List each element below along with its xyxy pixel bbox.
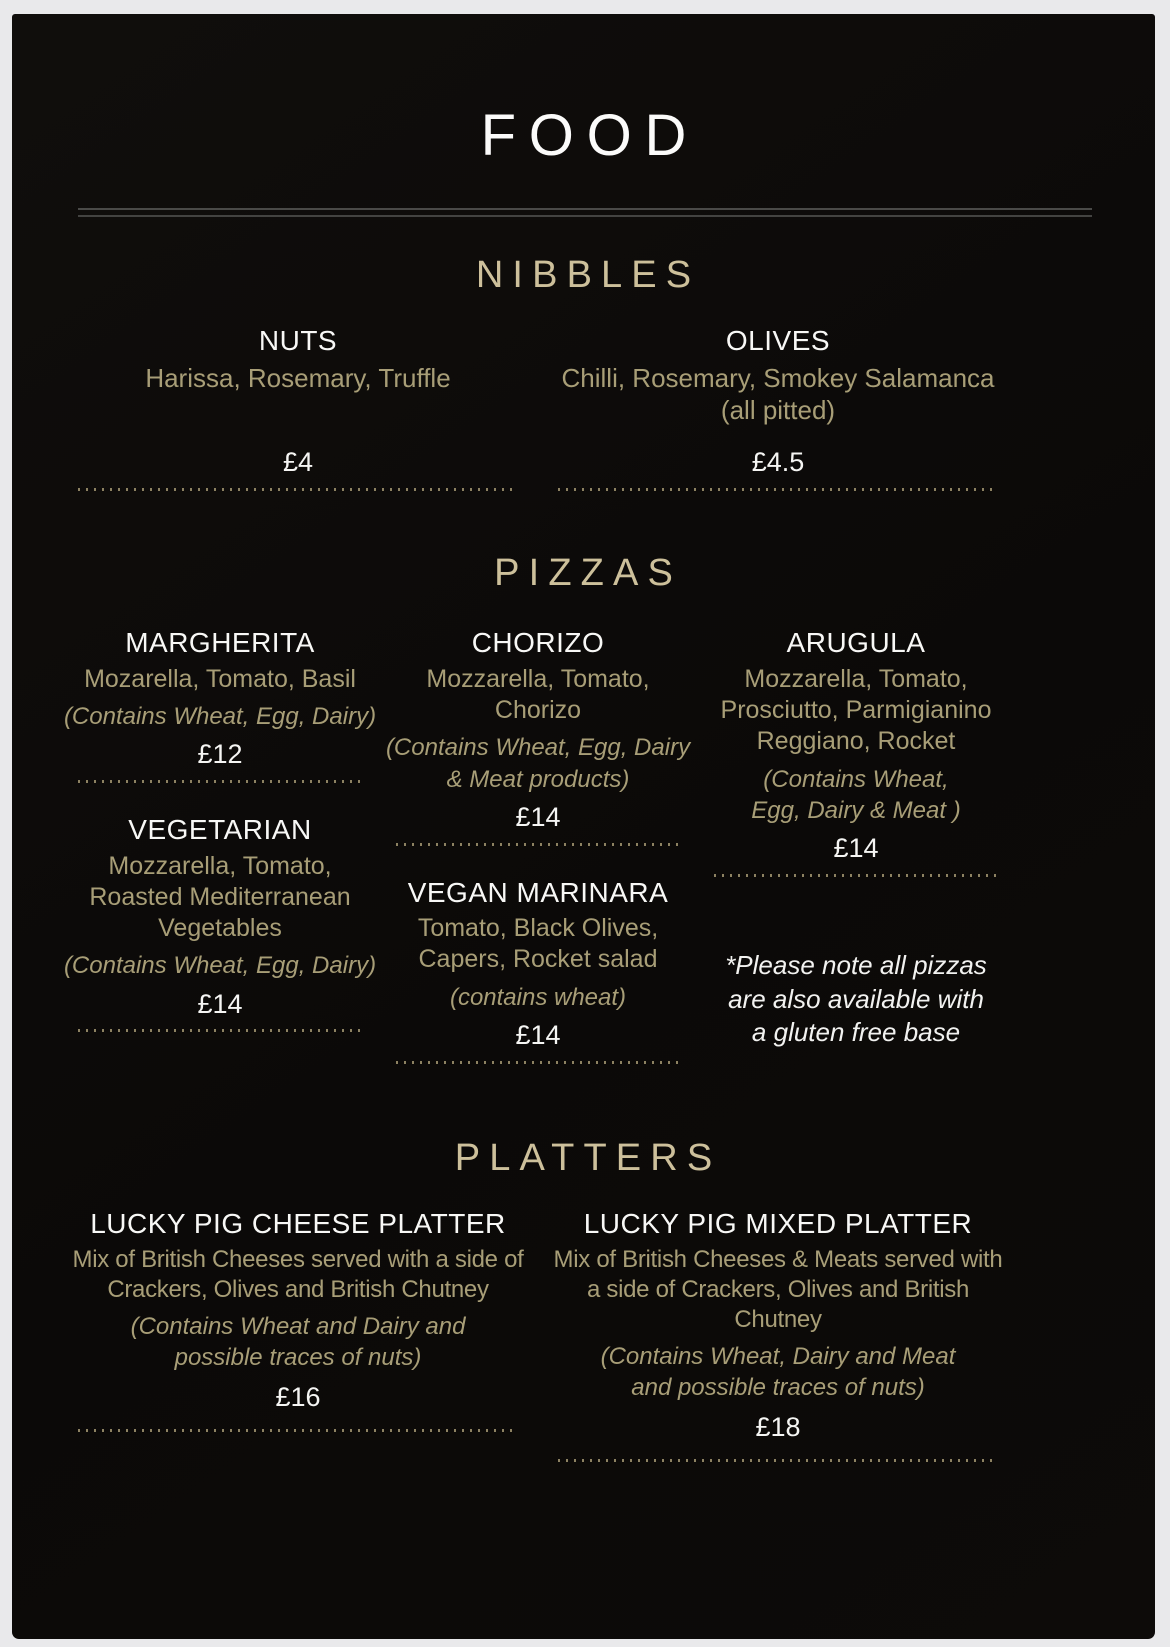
- item-description: Mix of British Cheeses & Meats served with a side of Crackers, Olives and British Chutney: [553, 1245, 1003, 1333]
- pizza-column-right: [714, 626, 998, 1050]
- item-price: £18: [755, 1412, 801, 1443]
- item-description: Chilli, Rosemary, Smokey Salamanca: [561, 362, 995, 393]
- dotted-separator: [558, 488, 998, 491]
- dotted-separator: [78, 1029, 362, 1032]
- section-nibbles: [12, 253, 1155, 491]
- item-price: £14: [515, 801, 561, 832]
- item-description: Mozzarella, Tomato, Roasted Mediterranean Vegetables: [89, 851, 351, 943]
- item-name: ARUGULA: [786, 627, 926, 659]
- dotted-separator: [78, 1429, 518, 1432]
- item-description: Mozarella, Tomato, Basil: [84, 664, 356, 693]
- item-description: Mozzarella, Tomato, Prosciutto, Parmigianino Reggiano, Rocket: [720, 664, 992, 756]
- dotted-separator: [558, 1459, 998, 1462]
- gluten-free-note: *Please note all pizzas are also available with a gluten free base: [725, 949, 987, 1048]
- menu-item-olives: [558, 324, 998, 479]
- item-description: Mozzarella, Tomato, Chorizo: [426, 664, 650, 725]
- pizza-column-left: [63, 626, 377, 1032]
- menu-item-mixed-platter: [553, 1207, 1003, 1445]
- item-allergens: (Contains Wheat, Egg, Dairy & Meat ): [751, 765, 961, 824]
- section-heading-pizzas: PIZZAS: [494, 551, 682, 594]
- dotted-separator: [78, 780, 362, 783]
- item-name: VEGETARIAN: [128, 814, 312, 846]
- item-name: OLIVES: [725, 325, 831, 357]
- page-title: FOOD: [480, 103, 700, 168]
- dotted-separator: [78, 488, 518, 491]
- item-description: Mix of British Cheeses served with a side of Crackers, Olives and British Chutney: [72, 1245, 524, 1303]
- item-allergens: (Contains Wheat, Egg, Dairy): [63, 703, 377, 731]
- item-name: LUCKY PIG CHEESE PLATTER: [90, 1208, 506, 1240]
- section-platters: [12, 1136, 1155, 1462]
- menu-item-vegetarian: [63, 813, 377, 1021]
- menu-item-cheese-platter: [72, 1207, 524, 1415]
- menu-item-margherita: [63, 626, 377, 772]
- pizza-column-middle: [385, 626, 691, 1063]
- section-heading-nibbles: NIBBLES: [475, 253, 701, 296]
- dotted-separator: [396, 1061, 680, 1064]
- item-allergens: (Contains Wheat, Egg, Dairy): [63, 952, 377, 980]
- item-description: Harissa, Rosemary, Truffle: [145, 362, 451, 393]
- item-allergens: (Contains Wheat, Egg, Dairy & Meat products): [385, 734, 691, 793]
- section-pizzas: [12, 551, 1155, 1064]
- item-name: LUCKY PIG MIXED PLATTER: [583, 1208, 973, 1240]
- item-name: CHORIZO: [471, 627, 605, 659]
- menu-item-arugula: [714, 626, 998, 865]
- item-price: £16: [275, 1382, 321, 1413]
- dotted-separator: [714, 874, 998, 877]
- item-description: Tomato, Black Olives, Capers, Rocket salad: [417, 914, 659, 974]
- item-description-wrap: [558, 362, 998, 440]
- item-subnote: (all pitted): [720, 395, 836, 426]
- menu-card: [12, 14, 1155, 1639]
- item-allergens: (Contains Wheat, Dairy and Meat and possible traces of nuts): [600, 1342, 956, 1401]
- item-description-wrap: [78, 362, 518, 440]
- item-price: £12: [197, 739, 243, 770]
- dotted-separator: [396, 843, 680, 846]
- item-allergens: (contains wheat): [449, 983, 627, 1011]
- item-allergens: (Contains Wheat and Dairy and possible traces of nuts): [130, 1312, 466, 1371]
- item-name: NUTS: [258, 325, 338, 357]
- item-price: £14: [833, 833, 879, 864]
- item-name: VEGAN MARINARA: [407, 876, 669, 908]
- menu-item-vegan-marinara: [396, 876, 680, 1053]
- menu-item-chorizo: [385, 626, 691, 834]
- title-divider: [78, 208, 1092, 217]
- item-price: £4: [282, 446, 314, 477]
- section-heading-platters: PLATTERS: [454, 1136, 722, 1179]
- item-price: £14: [197, 988, 243, 1019]
- menu-item-nuts: [78, 324, 518, 479]
- item-name: MARGHERITA: [125, 627, 315, 659]
- item-price: £4.5: [751, 446, 805, 477]
- item-price: £14: [515, 1019, 561, 1050]
